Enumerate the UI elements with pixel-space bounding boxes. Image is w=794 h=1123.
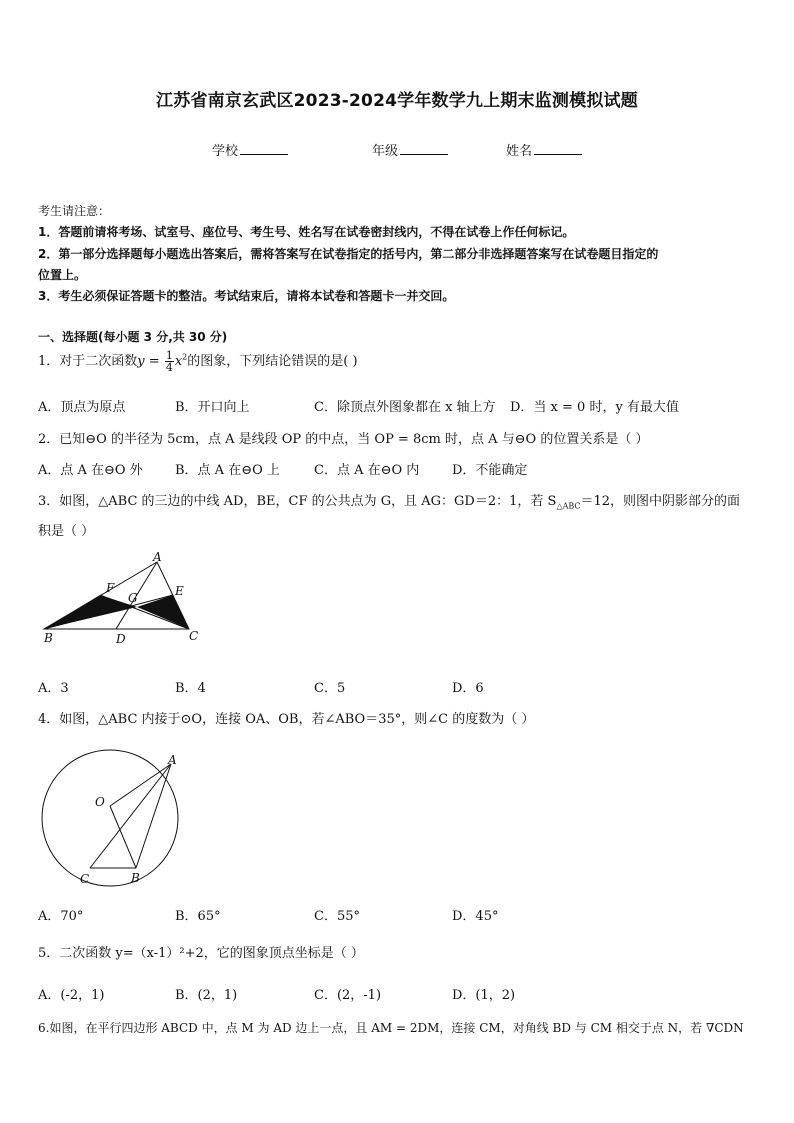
notice-item-2: 2．第一部分选择题每小题选出答案后，需将答案写在试卷指定的括号内，第二部分非选择题答案写在试卷题目指定的 (38, 247, 659, 261)
q4-option-c: C．55° (314, 909, 360, 924)
name-label: 姓名 (506, 144, 533, 159)
question-4-stem: 4．如图，△ABC 内接于⊙O，连接 OA、OB，若∠ABO＝35°，则∠C 的度数为（ ） (38, 712, 535, 727)
section-heading: 一、选择题(每小题 3 分,共 30 分) (38, 330, 228, 344)
q1-frac-num: 1 (165, 349, 173, 362)
q3-label-c: C (189, 629, 199, 643)
question-1-stem (38, 350, 358, 373)
notice-item-3: 3．考生必须保证答题卡的整洁。考试结束后，请将本试卷和答题卡一并交回。 (38, 289, 455, 303)
q2-option-a: A．点 A 在⊖O 外 (38, 463, 143, 478)
q4-chord-ac (90, 764, 171, 868)
q4-label-a: A (168, 753, 177, 767)
q3-label-d: D (116, 632, 126, 646)
q3-triangle-figure (38, 550, 218, 650)
q4-option-d: D．45° (452, 909, 499, 924)
q5-option-a: A．(-2，1) (38, 988, 105, 1003)
q1-option-d: D．当 x = 0 时，y 有最大值 (510, 400, 679, 415)
q1-option-b: B．开口向上 (175, 400, 250, 415)
notice-heading: 考生请注意： (38, 204, 111, 218)
q2-option-b: B．点 A 在⊖O 上 (175, 463, 280, 478)
school-field (212, 140, 288, 159)
q2-option-c: C．点 A 在⊖O 内 (314, 463, 420, 478)
q4-chord-ab (136, 764, 171, 868)
q3-stem-part2: ＝12，则图中阴影部分的面 (580, 494, 741, 509)
q3-shaded-region-left (44, 595, 137, 629)
q1-exponent: 2 (182, 352, 188, 362)
q3-stem-part1: 3．如图，△ABC 的三边的中线 AD，BE，CF 的公共点为 G，且 AG：GD＝2：1，若 S (38, 494, 557, 509)
q1-equals: = (144, 354, 164, 369)
q1-var-x: x (174, 354, 183, 369)
grade-blank (400, 142, 448, 155)
q4-option-b: B．65° (175, 909, 221, 924)
question-3-stem-cont: 积是（ ） (38, 524, 95, 539)
q4-option-a: A．70° (38, 909, 84, 924)
q4-label-c: C (80, 872, 90, 886)
grade-field (372, 140, 448, 159)
q4-circle-o (42, 750, 178, 886)
q3-option-a: A．3 (38, 681, 69, 696)
school-label: 学校 (212, 144, 239, 159)
q3-label-b: B (44, 631, 53, 645)
notice-item-2-cont: 位置上。 (38, 268, 87, 282)
school-blank (240, 142, 288, 155)
grade-label: 年级 (372, 144, 399, 159)
question-3-stem (38, 490, 740, 511)
q1-option-a: A．顶点为原点 (38, 400, 126, 415)
q4-circle-figure (38, 748, 188, 893)
question-5-stem: 5．二次函数 y=（x-1）²+2，它的图象顶点坐标是（ ） (38, 946, 364, 961)
name-field (506, 140, 582, 159)
notice-item-1: 1．答题前请将考场、试室号、座位号、考生号、姓名写在试卷密封线内，不得在试卷上作任何标记。 (38, 225, 575, 239)
q3-option-d: D．6 (452, 681, 484, 696)
q5-option-b: B．(2，1) (175, 988, 238, 1003)
q3-label-f: F (106, 581, 115, 595)
q1-stem-start: 1．对于二次函数 (38, 354, 138, 369)
q5-option-d: D．(1，2) (452, 988, 516, 1003)
q3-label-g: G (128, 591, 138, 605)
q1-option-c: C．除顶点外图象都在 x 轴上方 (314, 400, 496, 415)
q3-label-e: E (175, 584, 184, 598)
q4-radius-oa (110, 764, 171, 806)
q3-subscript: △ABC (556, 501, 581, 511)
name-blank (534, 142, 582, 155)
q2-option-d: D．不能确定 (452, 463, 528, 478)
q1-frac-den: 4 (165, 361, 173, 374)
q5-option-c: C．(2，-1) (314, 988, 382, 1003)
q3-option-b: B．4 (175, 681, 206, 696)
q1-stem-end: 的图象，下列结论错误的是( ) (187, 354, 358, 369)
q3-option-c: C．5 (314, 681, 346, 696)
q4-label-o: O (95, 795, 105, 809)
q3-label-a: A (153, 550, 162, 564)
question-6-stem: 6.如图，在平行四边形 ABCD 中，点 M 为 AD 边上一点，且 AM = 2DM，连接 CM，对角线 BD 与 CM 相交于点 N，若 ∇CDN (38, 1021, 744, 1035)
page-title: 江苏省南京玄武区2023-2024学年数学九上期末监测模拟试题 (156, 91, 638, 111)
question-2-stem: 2．已知⊖O 的半径为 5cm，点 A 是线段 OP 的中点，当 OP = 8cm 时，点 A 与⊖O 的位置关系是（ ） (38, 432, 649, 447)
q1-fraction (165, 350, 174, 373)
q4-label-b: B (131, 871, 140, 885)
q1-var-y: y (137, 354, 145, 369)
